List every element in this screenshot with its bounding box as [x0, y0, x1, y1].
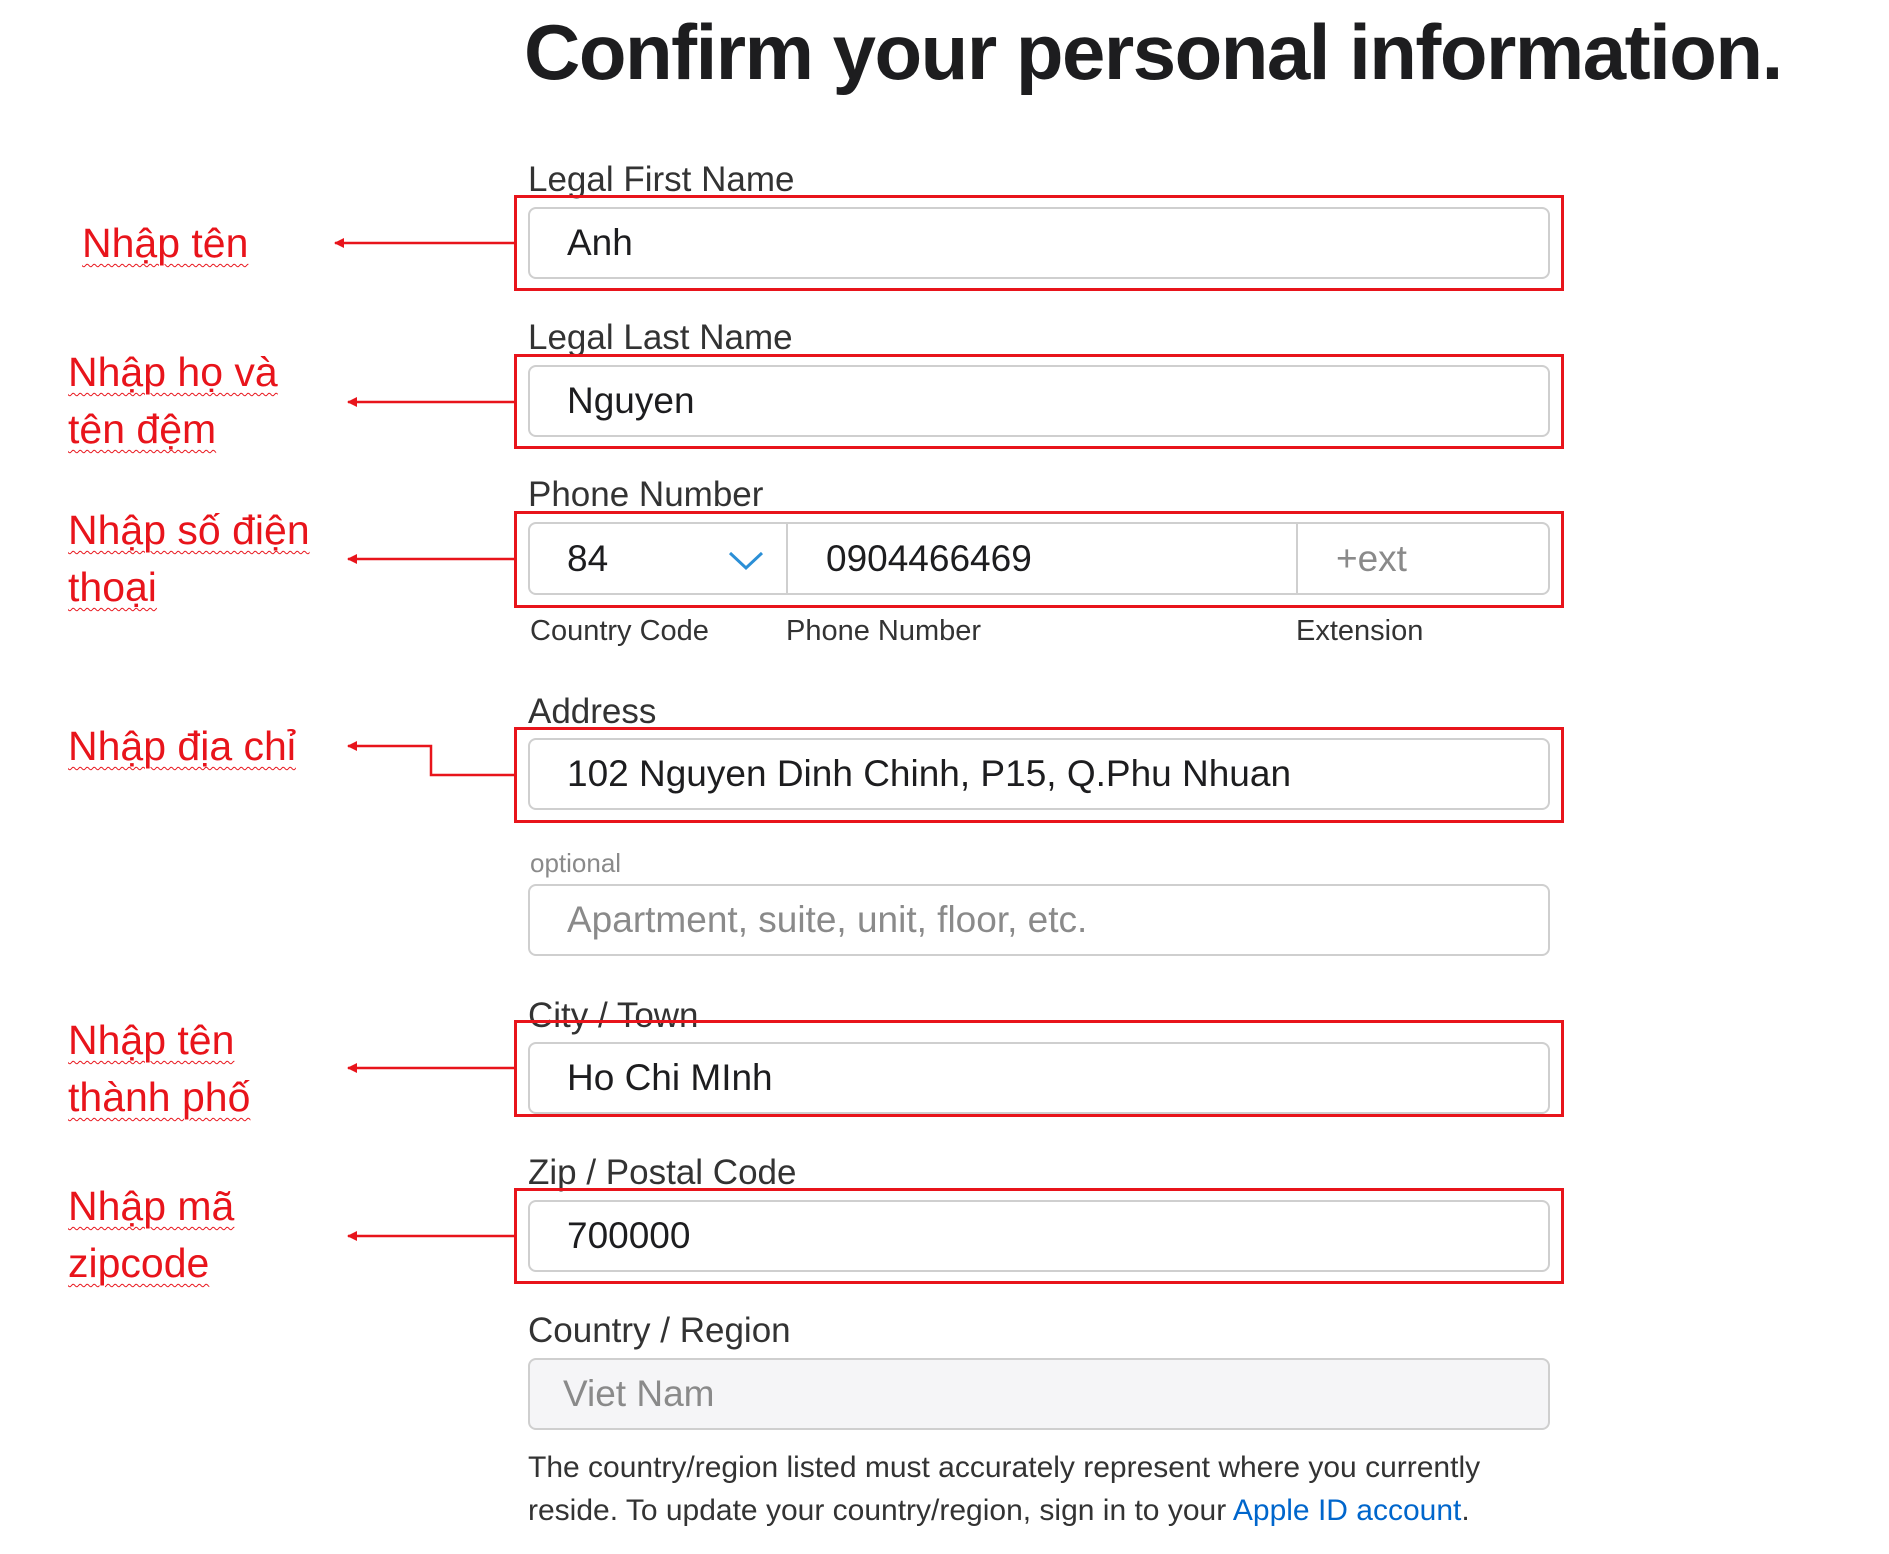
highlight-first-name [514, 195, 1564, 291]
zip-input[interactable]: 700000 [528, 1200, 1550, 1272]
first-name-label: Legal First Name [528, 160, 795, 199]
address-input[interactable]: 102 Nguyen Dinh Chinh, P15, Q.Phu Nhuan [528, 738, 1550, 810]
address2-optional-label: optional [530, 848, 622, 878]
highlight-address [514, 727, 1564, 823]
highlight-phone [514, 511, 1564, 608]
extension-sublabel: Extension [1296, 615, 1424, 647]
city-label: City / Town [528, 996, 699, 1035]
annotation-phone: Nhập số điện thoại [68, 507, 310, 610]
arrow-address [348, 746, 516, 775]
last-name-label: Legal Last Name [528, 318, 793, 357]
country-note-end: . [1461, 1494, 1470, 1527]
annotation-first-name: Nhập tên [82, 220, 249, 266]
country-note [528, 1446, 1548, 1532]
country-label: Country / Region [528, 1311, 791, 1350]
page-title: Confirm your personal information. [524, 8, 1782, 96]
address2-input[interactable]: Apartment, suite, unit, floor, etc. [528, 884, 1550, 956]
country-code-value: 84 [567, 537, 609, 579]
phone-number-input[interactable]: 0904466469 [786, 524, 1296, 593]
highlight-zip [514, 1188, 1564, 1284]
first-name-input[interactable]: Anh [528, 207, 1550, 279]
annotation-address: Nhập địa chỉ [68, 723, 296, 769]
country-code-sublabel: Country Code [530, 615, 709, 647]
highlight-last-name [514, 354, 1564, 449]
apple-id-account-link[interactable]: Apple ID account [1232, 1494, 1462, 1527]
annotation-city: Nhập tên thành phố [68, 1017, 251, 1120]
country-input: Viet Nam [528, 1358, 1550, 1430]
country-note-text: The country/region listed must accurately represent where you currently reside. To update your country/region, sign in to your [528, 1451, 1481, 1527]
address-label: Address [528, 692, 657, 731]
extension-input[interactable]: +ext [1296, 524, 1548, 593]
highlight-city [514, 1020, 1564, 1117]
city-input[interactable]: Ho Chi MInh [528, 1042, 1550, 1114]
zip-label: Zip / Postal Code [528, 1153, 797, 1192]
annotation-last-name: Nhập họ và tên đệm [68, 349, 278, 452]
last-name-input[interactable]: Nguyen [528, 365, 1550, 437]
phone-number-sublabel: Phone Number [786, 615, 982, 647]
annotation-zip: Nhập mã zipcode [68, 1183, 235, 1286]
phone-label: Phone Number [528, 475, 764, 514]
